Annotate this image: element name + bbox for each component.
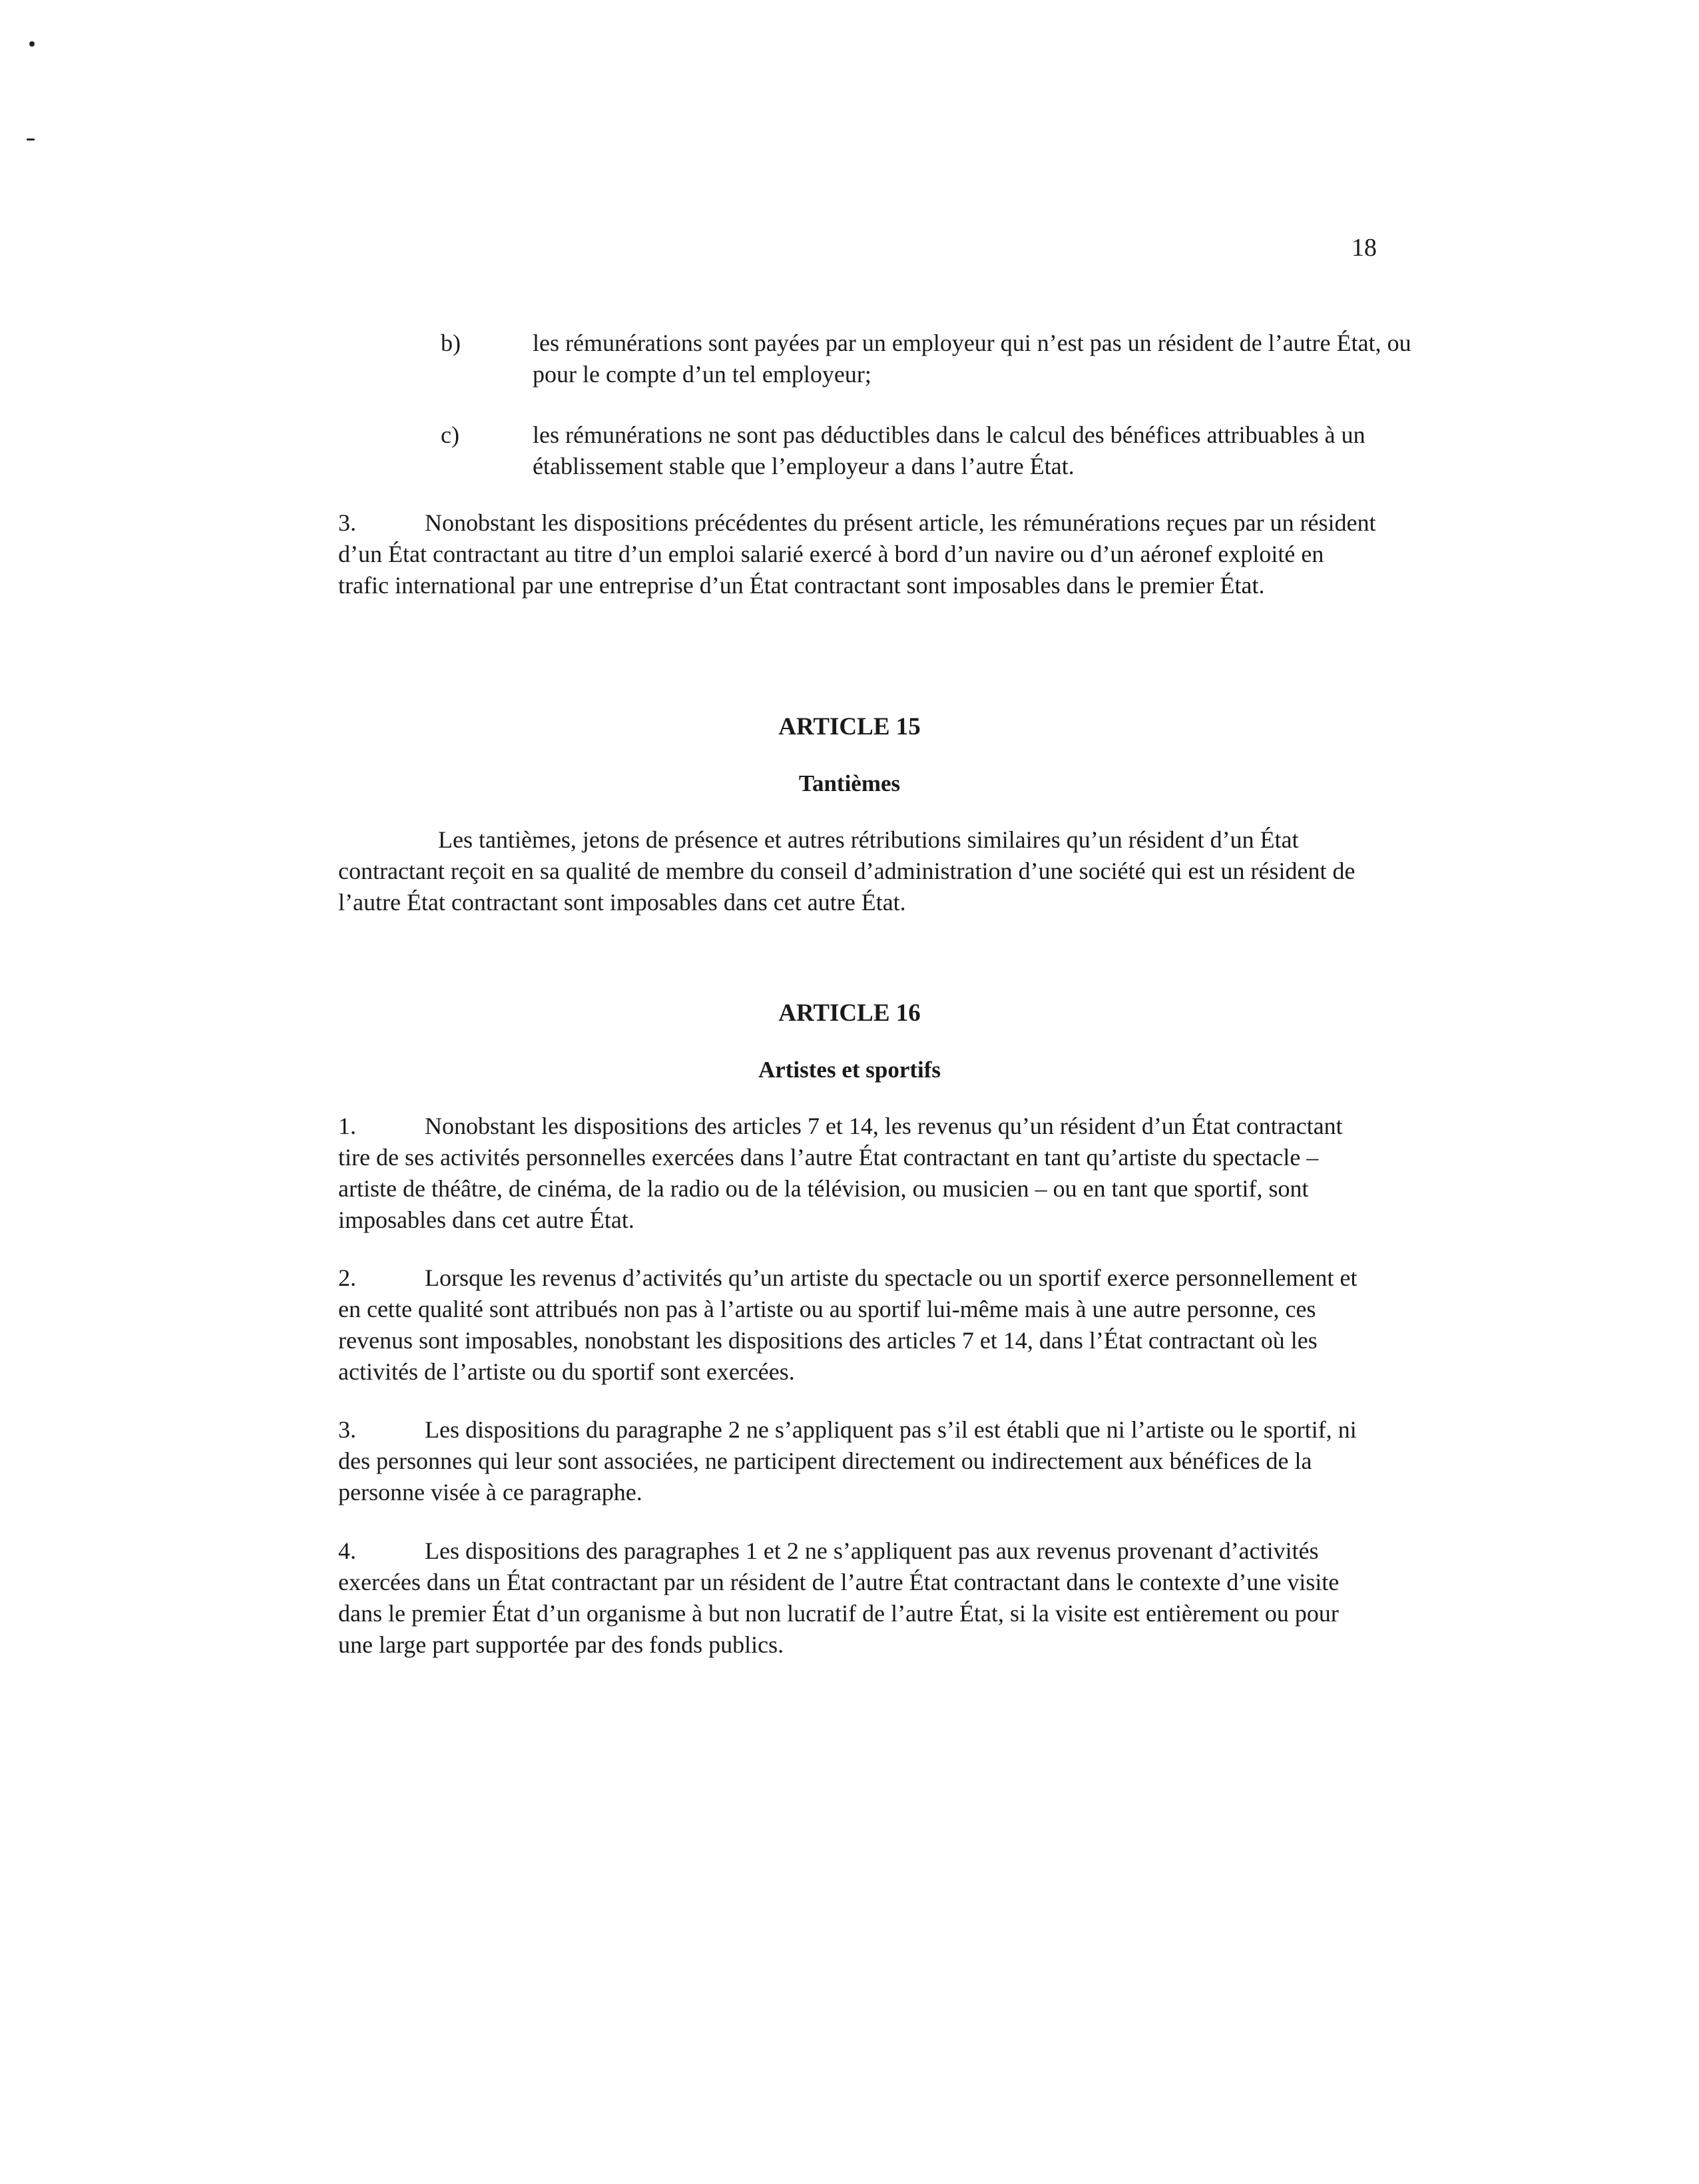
article-15-title: ARTICLE 15: [778, 713, 921, 740]
page-number: 18: [1351, 234, 1377, 262]
list-item-label: b): [441, 330, 461, 356]
paragraph-number: 2.: [338, 1264, 356, 1291]
paragraph-text: Nonobstant les dispositions précédentes du présent article, les rémunérations reçues par un résident d’un État contractant au titre d’un emploi salarié exercé à bord d’un navire ou d’un aéronef exploité en trafic international par une entreprise d’un État contractant sont imposables dans le premier État.: [338, 509, 1376, 599]
article-16-subtitle: Artistes et sportifs: [758, 1057, 941, 1083]
scan-speck: [29, 41, 35, 47]
article-16-paragraph-2: [338, 1262, 1377, 1388]
paragraph-3: [338, 507, 1377, 601]
article-16-paragraph-1: [338, 1111, 1377, 1236]
article-16-title: ARTICLE 16: [778, 999, 921, 1027]
paragraph-number: 3.: [338, 509, 356, 536]
paragraph-text: Les dispositions des paragraphes 1 et 2 ne s’appliquent pas aux revenus provenant d’activités exercées dans un État contractant par un résident de l’autre État contractant dans le contexte d’une visite dans le premier État d’un organisme à but non lucratif de l’autre État, si la visite est entièrement ou pour une large part supportée par des fonds publics.: [338, 1537, 1339, 1658]
article-15-paragraph: Les tantièmes, jetons de présence et autres rétributions similaires qu’un résident d’un État contractant reçoit en sa qualité de membre du conseil d’administration d’une société qui est un résident de l’autre État contractant sont imposables dans cet autre État.: [338, 826, 1355, 916]
list-item-label: c): [441, 421, 459, 448]
article-16-paragraph-3: [338, 1414, 1377, 1508]
paragraph-text: Les dispositions du paragraphe 2 ne s’appliquent pas s’il est établi que ni l’artiste ou le sportif, ni des personnes qui leur sont associées, ne participent directement ou indirectement aux bénéfices de la personne visée à ce paragraphe.: [338, 1416, 1357, 1505]
article-15-subtitle: Tantièmes: [798, 770, 901, 796]
paragraph-number: 4.: [338, 1537, 356, 1564]
list-item-text: les rémunérations sont payées par un employeur qui n’est pas un résident de l’autre État, ou pour le compte d’un tel employeur;: [533, 330, 1411, 388]
paragraph-number: 1.: [338, 1113, 356, 1139]
paragraph-number: 3.: [338, 1416, 356, 1443]
paragraph-text: Nonobstant les dispositions des articles 7 et 14, les revenus qu’un résident d’un État contractant tire de ses activités personnelles exercées dans l’autre État contractant en tant qu’artiste du spectacle – artiste de théâtre, de cinéma, de la radio ou de la télévision, ou musicien – ou en tant que sportif, sont imposables dans cet autre État.: [338, 1113, 1343, 1233]
scan-speck: [27, 138, 35, 140]
paragraph-text: Lorsque les revenus d’activités qu’un artiste du spectacle ou un sportif exerce personnellement et en cette qualité sont attribués non pas à l’artiste ou au sportif lui-même mais à une autre personne, ces revenus sont imposables, nonobstant les dispositions des articles 7 et 14, dans l’État contractant où les activités de l’artiste ou du sportif sont exercées.: [338, 1264, 1357, 1385]
list-item-text: les rémunérations ne sont pas déductibles dans le calcul des bénéfices attribuables à un établissement stable que l’employeur a dans l’autre État.: [533, 421, 1365, 479]
article-16-paragraph-4: [338, 1535, 1377, 1661]
